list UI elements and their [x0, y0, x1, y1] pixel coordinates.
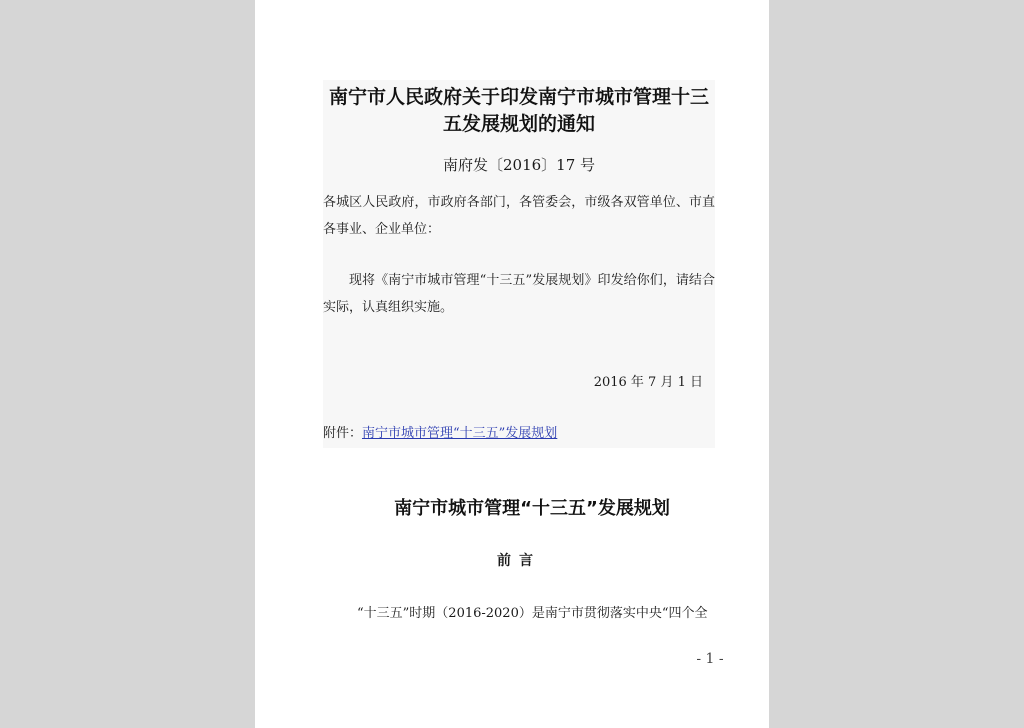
notice-title: 南宁市人民政府关于印发南宁市城市管理十三五发展规划的通知 — [328, 86, 709, 135]
preface-first-line: “十三五”时期（2016-2020）是南宁市贯彻落实中央“四个全 — [357, 606, 708, 621]
preface-heading: 前言 — [497, 553, 541, 569]
plan-title: 南宁市城市管理“十三五”发展规划 — [394, 498, 670, 519]
notice-body-text: 现将《南宁市城市管理“十三五”发展规划》印发给你们，请结合实际，认真组织实施。 — [323, 273, 715, 315]
attachment-line — [323, 424, 557, 444]
document-page — [255, 0, 769, 728]
attachment-link[interactable]: 南宁市城市管理“十三五”发展规划 — [362, 426, 558, 441]
addressee-text: 各城区人民政府，市政府各部门，各管委会，市级各双管单位、市直各事业、企业单位： — [323, 195, 715, 237]
attachment-label: 附件： — [323, 426, 363, 441]
document-number: 南府发〔2016〕17 号 — [442, 156, 596, 174]
page-number: - 1 - — [696, 651, 724, 667]
notice-date: 2016 年 7 月 1 日 — [593, 375, 703, 390]
